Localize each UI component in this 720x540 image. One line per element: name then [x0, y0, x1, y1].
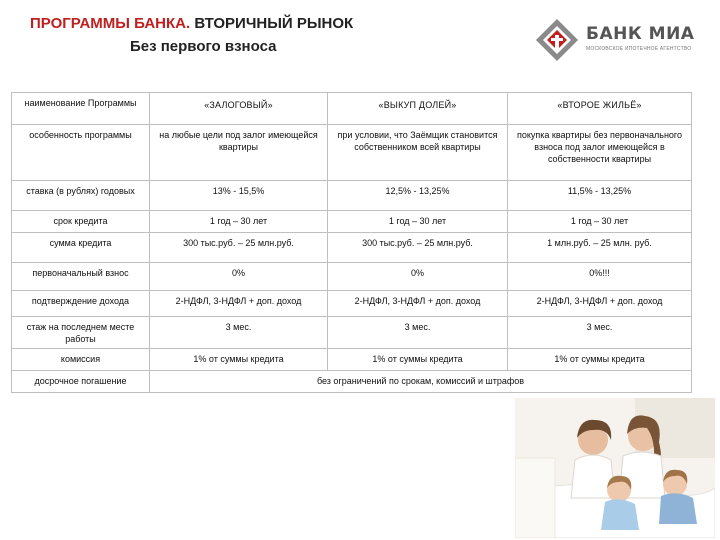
- table-cell: 12,5% - 13,25%: [328, 181, 508, 211]
- header-label-cell: наименование Программы: [12, 93, 150, 125]
- table-cell: 300 тыс.руб. – 25 млн.руб.: [328, 233, 508, 263]
- logo-tagline: МОСКОВСКОЕ ИПОТЕЧНОЕ АГЕНТСТВО: [586, 46, 692, 52]
- table-cell: 300 тыс.руб. – 25 млн.руб.: [150, 233, 328, 263]
- table-cell: 2-НДФЛ, 3-НДФЛ + доп. доход: [508, 291, 692, 317]
- table-cell: 2-НДФЛ, 3-НДФЛ + доп. доход: [328, 291, 508, 317]
- table-row: [12, 263, 692, 291]
- table-cell: 13% - 15,5%: [150, 181, 328, 211]
- row-label: комиссия: [12, 349, 150, 371]
- family-illustration: [515, 398, 715, 538]
- program-name-vykup-doley: «ВЫКУП ДОЛЕЙ»: [328, 93, 508, 125]
- row-label: досрочное погашение: [12, 371, 150, 393]
- table-cell: 1% от суммы кредита: [150, 349, 328, 371]
- row-label: особенность программы: [12, 125, 150, 181]
- table-cell: 3 мес.: [508, 317, 692, 349]
- table-cell: 1% от суммы кредита: [328, 349, 508, 371]
- page-title: [30, 14, 470, 34]
- table-cell-merged: без ограничений по срокам, комиссий и штрафов: [150, 371, 692, 393]
- table-row: [12, 349, 692, 371]
- table-cell: 2-НДФЛ, 3-НДФЛ + доп. доход: [150, 291, 328, 317]
- row-label: срок кредита: [12, 211, 150, 233]
- table-cell: 1 млн.руб. – 25 млн. руб.: [508, 233, 692, 263]
- row-label: подтверждение дохода: [12, 291, 150, 317]
- table-row: [12, 211, 692, 233]
- row-label: ставка (в рублях) годовых: [12, 181, 150, 211]
- table-cell: 0%: [150, 263, 328, 291]
- table-row: [12, 291, 692, 317]
- family-photo: [515, 398, 715, 538]
- row-label: первоначальный взнос: [12, 263, 150, 291]
- program-name-vtoroe-zhilyo: «ВТОРОЕ ЖИЛЬЁ»: [508, 93, 692, 125]
- table-cell: 3 мес.: [328, 317, 508, 349]
- table-row: [12, 181, 692, 211]
- table-cell: 1% от суммы кредита: [508, 349, 692, 371]
- title-secondary-market: ВТОРИЧНЫЙ РЫНОК: [190, 15, 354, 32]
- row-label: стаж на последнем месте работы: [12, 317, 150, 349]
- table-cell: 3 мес.: [150, 317, 328, 349]
- program-name-zalogovy: «ЗАЛОГОВЫЙ»: [150, 93, 328, 125]
- page-subtitle: Без первого взноса: [130, 38, 277, 55]
- table-cell: 1 год – 30 лет: [150, 211, 328, 233]
- table-row: [12, 371, 692, 393]
- table-row: [12, 233, 692, 263]
- logo-name: БАНК МИА: [586, 24, 695, 44]
- table-row: [12, 125, 692, 181]
- row-label: сумма кредита: [12, 233, 150, 263]
- table-row: [12, 317, 692, 349]
- logo-house-icon: [536, 19, 578, 61]
- table-cell: 0%!!!: [508, 263, 692, 291]
- programs-table: [11, 92, 692, 393]
- table-cell: на любые цели под залог имеющейся квартиры: [150, 125, 328, 181]
- table-cell: 1 год – 30 лет: [328, 211, 508, 233]
- table-cell: при условии, что Заёмщик становится собственником всей квартиры: [328, 125, 508, 181]
- table-cell: 11,5% - 13,25%: [508, 181, 692, 211]
- table-cell: покупка квартиры без первоначального взноса под залог имеющейся в собственности квартиры: [508, 125, 692, 181]
- title-bank-programs: ПРОГРАММЫ БАНКА.: [30, 15, 191, 32]
- table-cell: 0%: [328, 263, 508, 291]
- table-cell: 1 год – 30 лет: [508, 211, 692, 233]
- table-header-row: [12, 93, 692, 125]
